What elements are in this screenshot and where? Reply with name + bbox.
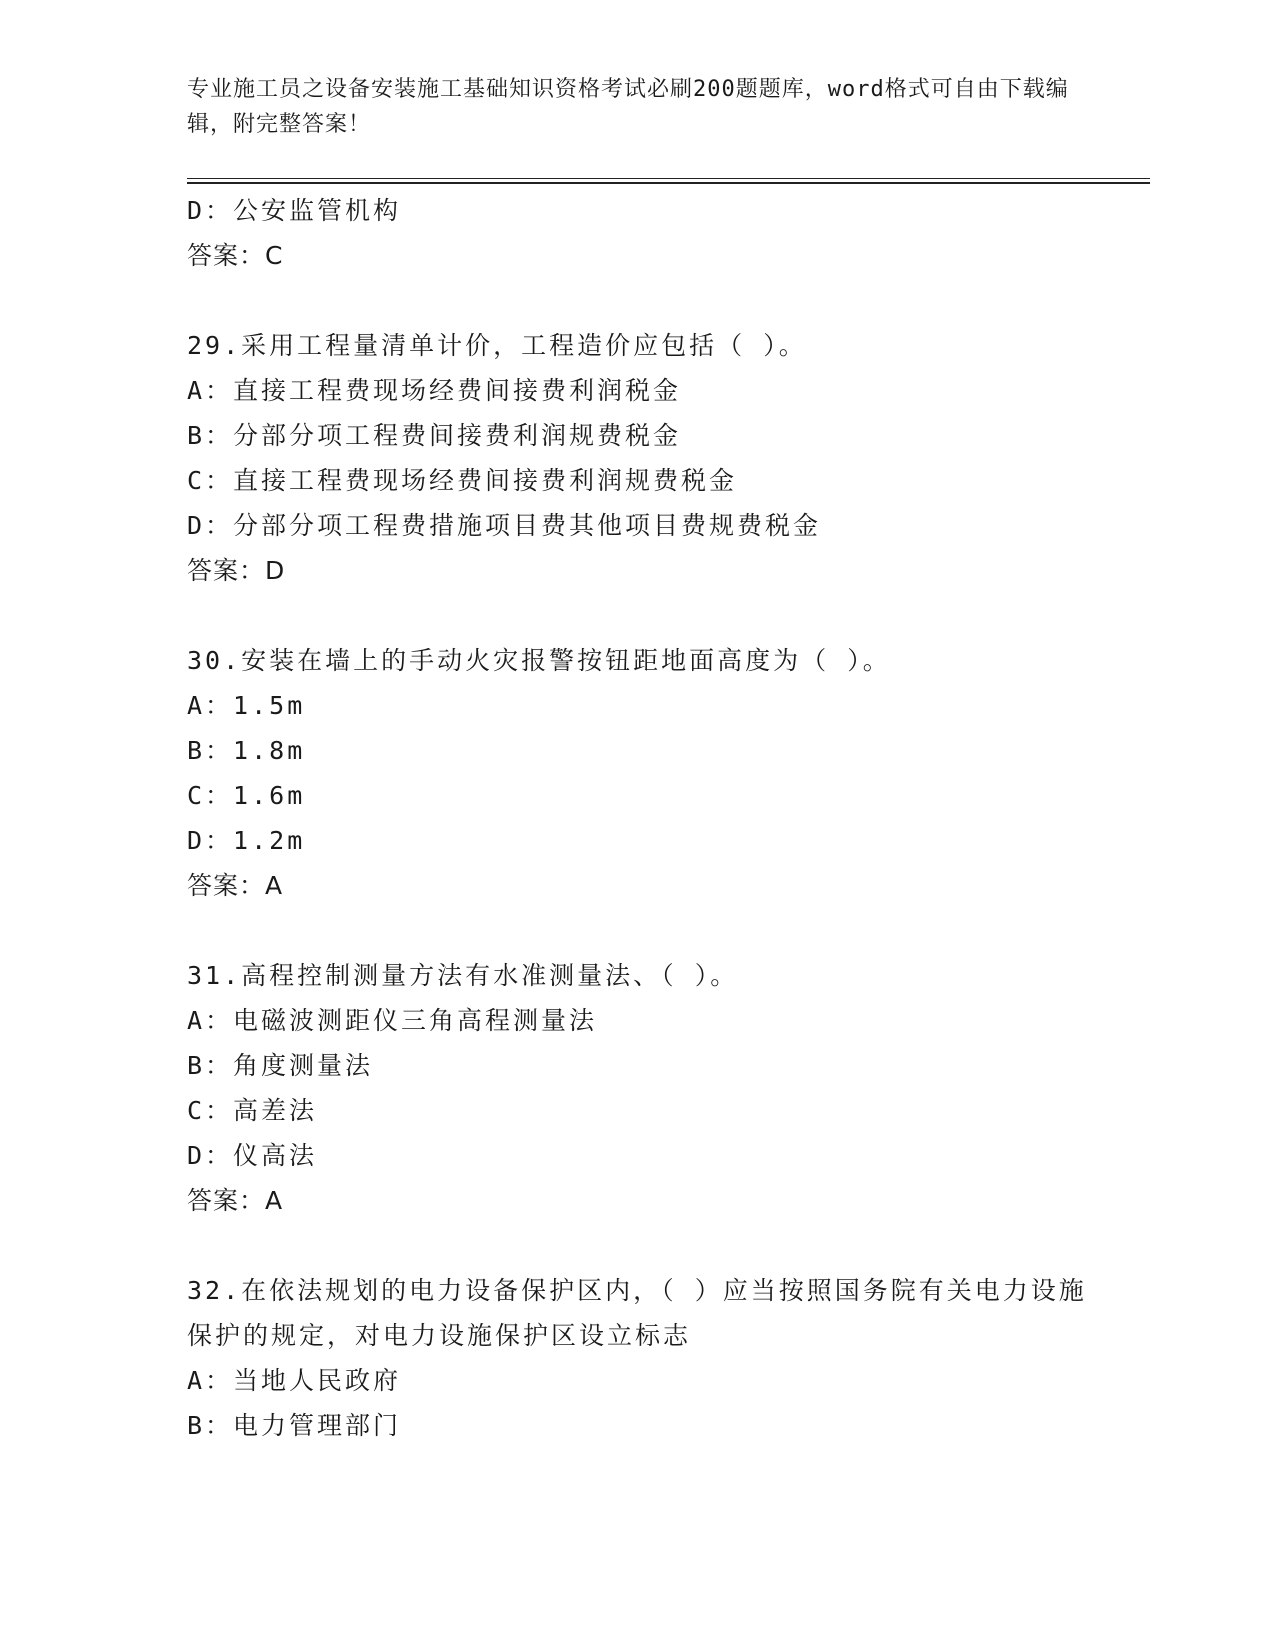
option-a: A：直接工程费现场经费间接费利润税金: [187, 376, 682, 405]
option-a: A：电磁波测距仪三角高程测量法: [187, 1006, 598, 1035]
option-c: C：1.6m: [187, 781, 306, 810]
question-32: [187, 1268, 1087, 1448]
option-c: C：直接工程费现场经费间接费利润规费税金: [187, 466, 738, 495]
document-header: 专业施工员之设备安装施工基础知识资格考试必刷200题题库，word格式可自由下载编辑，附完整答案！: [187, 77, 1069, 137]
spacer: [187, 278, 1087, 323]
header-rule-thin: [187, 178, 1150, 179]
question-30: [187, 638, 1087, 908]
answer-line: 答案：A: [187, 1186, 284, 1215]
question-stem: 29.采用工程量清单计价，工程造价应包括（ ）。: [187, 331, 807, 360]
option-d: D：1.2m: [187, 826, 306, 855]
option-b: B：角度测量法: [187, 1051, 374, 1080]
answer-line: 答案：D: [187, 556, 286, 585]
spacer: [187, 908, 1087, 953]
spacer: [187, 593, 1087, 638]
option-a: A：当地人民政府: [187, 1366, 402, 1395]
answer-line: 答案：A: [187, 871, 284, 900]
option-c: C：高差法: [187, 1096, 318, 1125]
question-31: [187, 953, 1087, 1223]
question-29: [187, 323, 1087, 593]
option-d: D：分部分项工程费措施项目费其他项目费规费税金: [187, 511, 822, 540]
question-stem: 31.高程控制测量方法有水准测量法、（ ）。: [187, 961, 739, 990]
header-rule-thick: [187, 182, 1150, 184]
option-d: D：仪高法: [187, 1141, 318, 1170]
answer-line: 答案：C: [187, 241, 284, 270]
option-b: B：电力管理部门: [187, 1411, 402, 1440]
question-stem: 30.安装在墙上的手动火灾报警按钮距地面高度为（ ）。: [187, 646, 891, 675]
document-body: [187, 188, 1087, 1448]
option-b: B：分部分项工程费间接费利润规费税金: [187, 421, 682, 450]
question-stem: 32.在依法规划的电力设备保护区内，（ ）应当按照国务院有关电力设施保护的规定，对电力设施保护区设立标志: [187, 1276, 1087, 1350]
option-d: D：公安监管机构: [187, 196, 402, 225]
option-b: B：1.8m: [187, 736, 306, 765]
option-a: A：1.5m: [187, 691, 306, 720]
spacer: [187, 1223, 1087, 1268]
